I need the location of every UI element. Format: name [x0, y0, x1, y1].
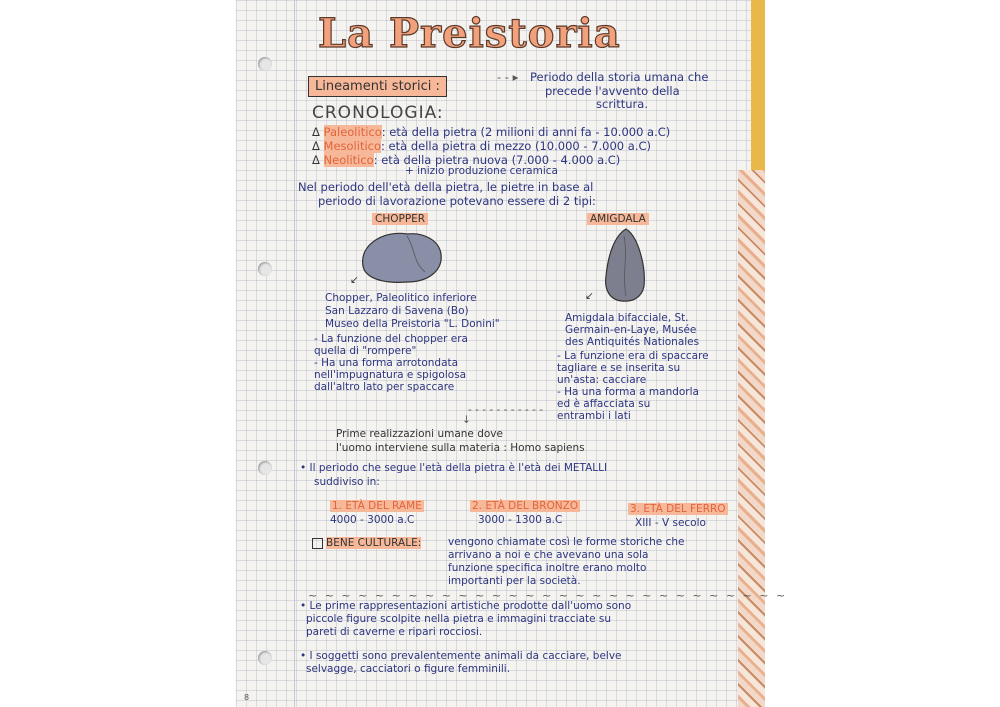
connector-line: - - - - - - - - - - - [468, 404, 544, 416]
amigdala-note: - La funzione era di spaccare [557, 350, 709, 362]
page-number: 8 [244, 693, 250, 702]
art-text: pareti di caverne e ripari rocciosi. [306, 626, 483, 638]
art-text: • Le prime rappresentazioni artistiche prodotte dall'uomo sono [300, 600, 632, 612]
checkbox-icon [312, 538, 323, 549]
amigdala-caption: Germain-en-Laye, Musée [565, 324, 697, 336]
chopper-caption: San Lazzaro di Savena (Bo) [325, 305, 469, 317]
bene-text: importanti per la società. [448, 575, 581, 587]
triangle-icon: Δ [312, 125, 324, 139]
metal-age-dates: XIII - V secolo [635, 517, 706, 529]
chopper-note: - La funzione del chopper era [314, 333, 468, 345]
first-realizations: Prime realizzazioni umane dove [336, 428, 503, 440]
page-title: La Preistoria [318, 10, 621, 57]
wavy-divider: ~ ~ ~ ~ ~ ~ ~ ~ ~ ~ ~ ~ ~ ~ ~ ~ ~ ~ ~ ~ ~ ~ ~ ~ ~ ~ ~ ~ ~ [308, 589, 788, 602]
art-text: piccole figure scolpite nella pietra e immagini tracciate su [306, 613, 612, 625]
arrow-down-icon: ↓ [462, 414, 471, 426]
amigdala-label: AMIGDALA [587, 213, 649, 225]
metals-intro: suddiviso in: [314, 476, 380, 488]
amigdala-caption: Amigdala bifacciale, St. [565, 312, 689, 324]
metal-age-dates: 3000 - 1300 a.C [478, 514, 563, 526]
punch-hole [258, 461, 272, 475]
chopper-label: CHOPPER [372, 213, 428, 225]
amigdala-note: ed è affacciata su [557, 398, 651, 410]
definition-line: scrittura. [596, 97, 648, 111]
bene-text: arrivano a noi e che avevano una sola [448, 549, 649, 561]
pointer-line: ↙ [585, 290, 594, 302]
era-desc: : età della pietra di mezzo (10.000 - 7.000 a.C) [381, 139, 651, 153]
punch-hole [258, 57, 272, 71]
period-text: periodo di lavorazione potevano essere di 2 tipi: [318, 194, 596, 208]
chopper-note: dall'altro lato per spaccare [314, 381, 455, 393]
punch-hole [258, 651, 272, 665]
punch-hole [258, 262, 272, 276]
definition-line: precede l'avvento della [545, 84, 680, 98]
triangle-icon: Δ [312, 153, 324, 167]
bene-culturale-label: BENE CULTURALE: [312, 537, 421, 549]
pointer-line: ↙ [350, 274, 359, 286]
amigdala-stone-drawing [600, 226, 650, 304]
amigdala-note: - Ha una forma a mandorla [557, 386, 699, 398]
metal-age-name: 1. ETÀ DEL RAME [332, 500, 422, 512]
chopper-caption: Museo della Preistoria "L. Donini" [325, 318, 500, 330]
amigdala-note: tagliare e se inserita su [557, 362, 681, 374]
margin-line [294, 0, 295, 707]
chopper-note: quella di "rompere" [314, 345, 417, 357]
metals-intro: • Il periodo che segue l'età della pietra è l'età dei METALLI [300, 462, 608, 474]
metal-age-dates: 4000 - 3000 a.C [330, 514, 415, 526]
floral-paper-edge [738, 170, 765, 707]
subjects-text: • I soggetti sono prevalentemente animali da cacciare, belve [300, 650, 622, 662]
amigdala-caption: des Antiquités Nationales [565, 336, 700, 348]
bene-text: vengono chiamate così le forme storiche che [448, 536, 685, 548]
bene-text: funzione specifica inoltre erano molto [448, 562, 647, 574]
arrow-icon: - - ▸ [497, 70, 519, 84]
era-name: Paleolitico [323, 125, 382, 139]
first-realizations: l'uomo interviene sulla materia : Homo sapiens [336, 442, 585, 454]
era-name: Neolitico [323, 153, 374, 167]
metal-age-name: 3. ETÀ DEL FERRO [630, 503, 726, 515]
neolitico-note: + inizio produzione ceramica [405, 165, 558, 177]
era-desc: : età della pietra (2 milioni di anni fa - 10.000 a.C) [381, 125, 671, 139]
subjects-text: selvagge, cacciatori o figure femminili. [306, 663, 511, 675]
section-box-lineamenti: Lineamenti storici : [308, 76, 447, 97]
era-row [312, 125, 670, 139]
cronologia-heading: CRONOLOGIA: [312, 103, 444, 123]
metal-age-name: 2. ETÀ DEL BRONZO [472, 500, 579, 512]
triangle-icon: Δ [312, 139, 324, 153]
chopper-caption: Chopper, Paleolitico inferiore [325, 292, 477, 304]
amigdala-note: un'asta: cacciare [557, 374, 647, 386]
period-text: Nel periodo dell'età della pietra, le pietre in base al [298, 180, 594, 194]
chopper-note: nell'impugnatura e spigolosa [314, 369, 467, 381]
amigdala-note: entrambi i lati [557, 410, 631, 422]
chopper-stone-drawing [355, 226, 450, 288]
chopper-note: - Ha una forma arrotondata [314, 357, 459, 369]
era-name: Mesolitico [323, 139, 382, 153]
era-row [312, 139, 651, 153]
era-desc: : età della pietra nuova (7.000 - 4.000 a.C) [373, 153, 621, 167]
definition-line: Periodo della storia umana che [530, 70, 709, 84]
